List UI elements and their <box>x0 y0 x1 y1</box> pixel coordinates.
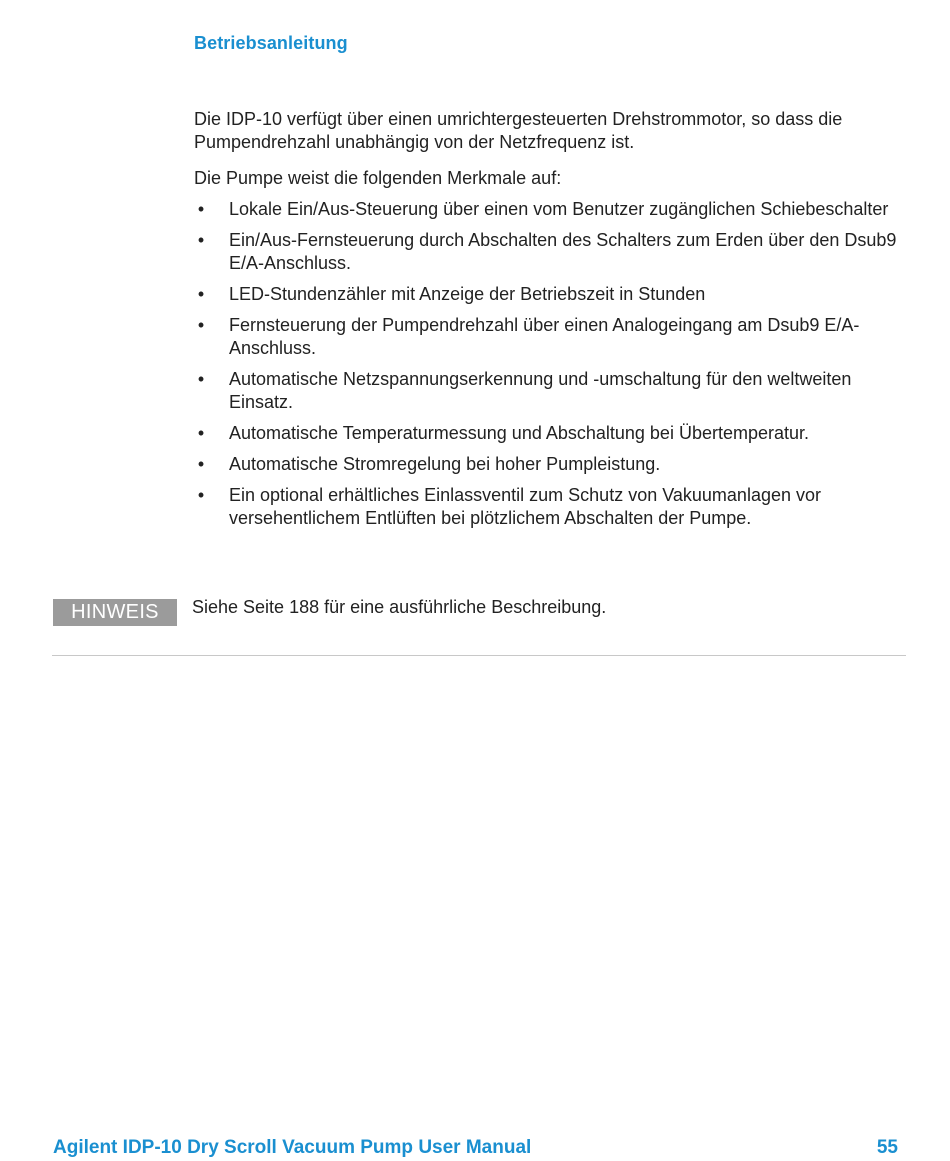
list-item-text: LED-Stundenzähler mit Anzeige der Betriebszeit in Stunden <box>229 284 706 304</box>
list-item <box>194 453 906 476</box>
list-item-text: Lokale Ein/Aus-Steuerung über einen vom Benutzer zugänglichen Schiebeschalter <box>229 199 889 219</box>
note-badge: HINWEIS <box>53 599 177 626</box>
list-item-text: Automatische Netzspannungserkennung und -umschaltung für den weltweiten Einsatz. <box>229 369 852 412</box>
feature-list <box>194 198 906 538</box>
features-lead-paragraph: Die Pumpe weist die folgenden Merkmale auf: <box>194 168 562 188</box>
bullet-icon: • <box>197 315 205 335</box>
section-title: Betriebsanleitung <box>194 33 348 53</box>
footer-manual-title: Agilent IDP-10 Dry Scroll Vacuum Pump User Manual <box>53 1137 532 1158</box>
list-item <box>194 198 906 221</box>
list-item <box>194 484 906 530</box>
list-item <box>194 229 906 275</box>
bullet-icon: • <box>197 284 205 304</box>
bullet-icon: • <box>197 199 205 219</box>
list-item-text: Ein/Aus-Fernsteuerung durch Abschalten des Schalters zum Erden über den Dsub9 E/A-Anschluss. <box>229 230 897 273</box>
list-item <box>194 368 906 414</box>
list-item <box>194 283 906 306</box>
list-item <box>194 422 906 445</box>
section-divider <box>52 655 906 656</box>
bullet-icon: • <box>197 485 205 505</box>
intro-paragraph: Die IDP-10 verfügt über einen umrichtergesteuerten Drehstrommotor, so dass die Pumpendrehzahl unabhängig von der Netzfrequenz ist. <box>194 109 843 152</box>
list-item <box>194 314 906 360</box>
list-item-text: Automatische Stromregelung bei hoher Pumpleistung. <box>229 454 661 474</box>
list-item-text: Automatische Temperaturmessung und Abschaltung bei Übertemperatur. <box>229 423 809 443</box>
list-item-text: Ein optional erhältliches Einlassventil zum Schutz von Vakuumanlagen vor versehentlichem Entlüften bei plötzlichem Abschalten der Pumpe. <box>229 485 821 528</box>
bullet-icon: • <box>197 369 205 389</box>
note-text: Siehe Seite 188 für eine ausführliche Beschreibung. <box>192 597 607 617</box>
bullet-icon: • <box>197 423 205 443</box>
bullet-icon: • <box>197 230 205 250</box>
page-number: 55 <box>876 1137 898 1158</box>
list-item-text: Fernsteuerung der Pumpendrehzahl über einen Analogeingang am Dsub9 E/A-Anschluss. <box>229 315 860 358</box>
bullet-icon: • <box>197 454 205 474</box>
